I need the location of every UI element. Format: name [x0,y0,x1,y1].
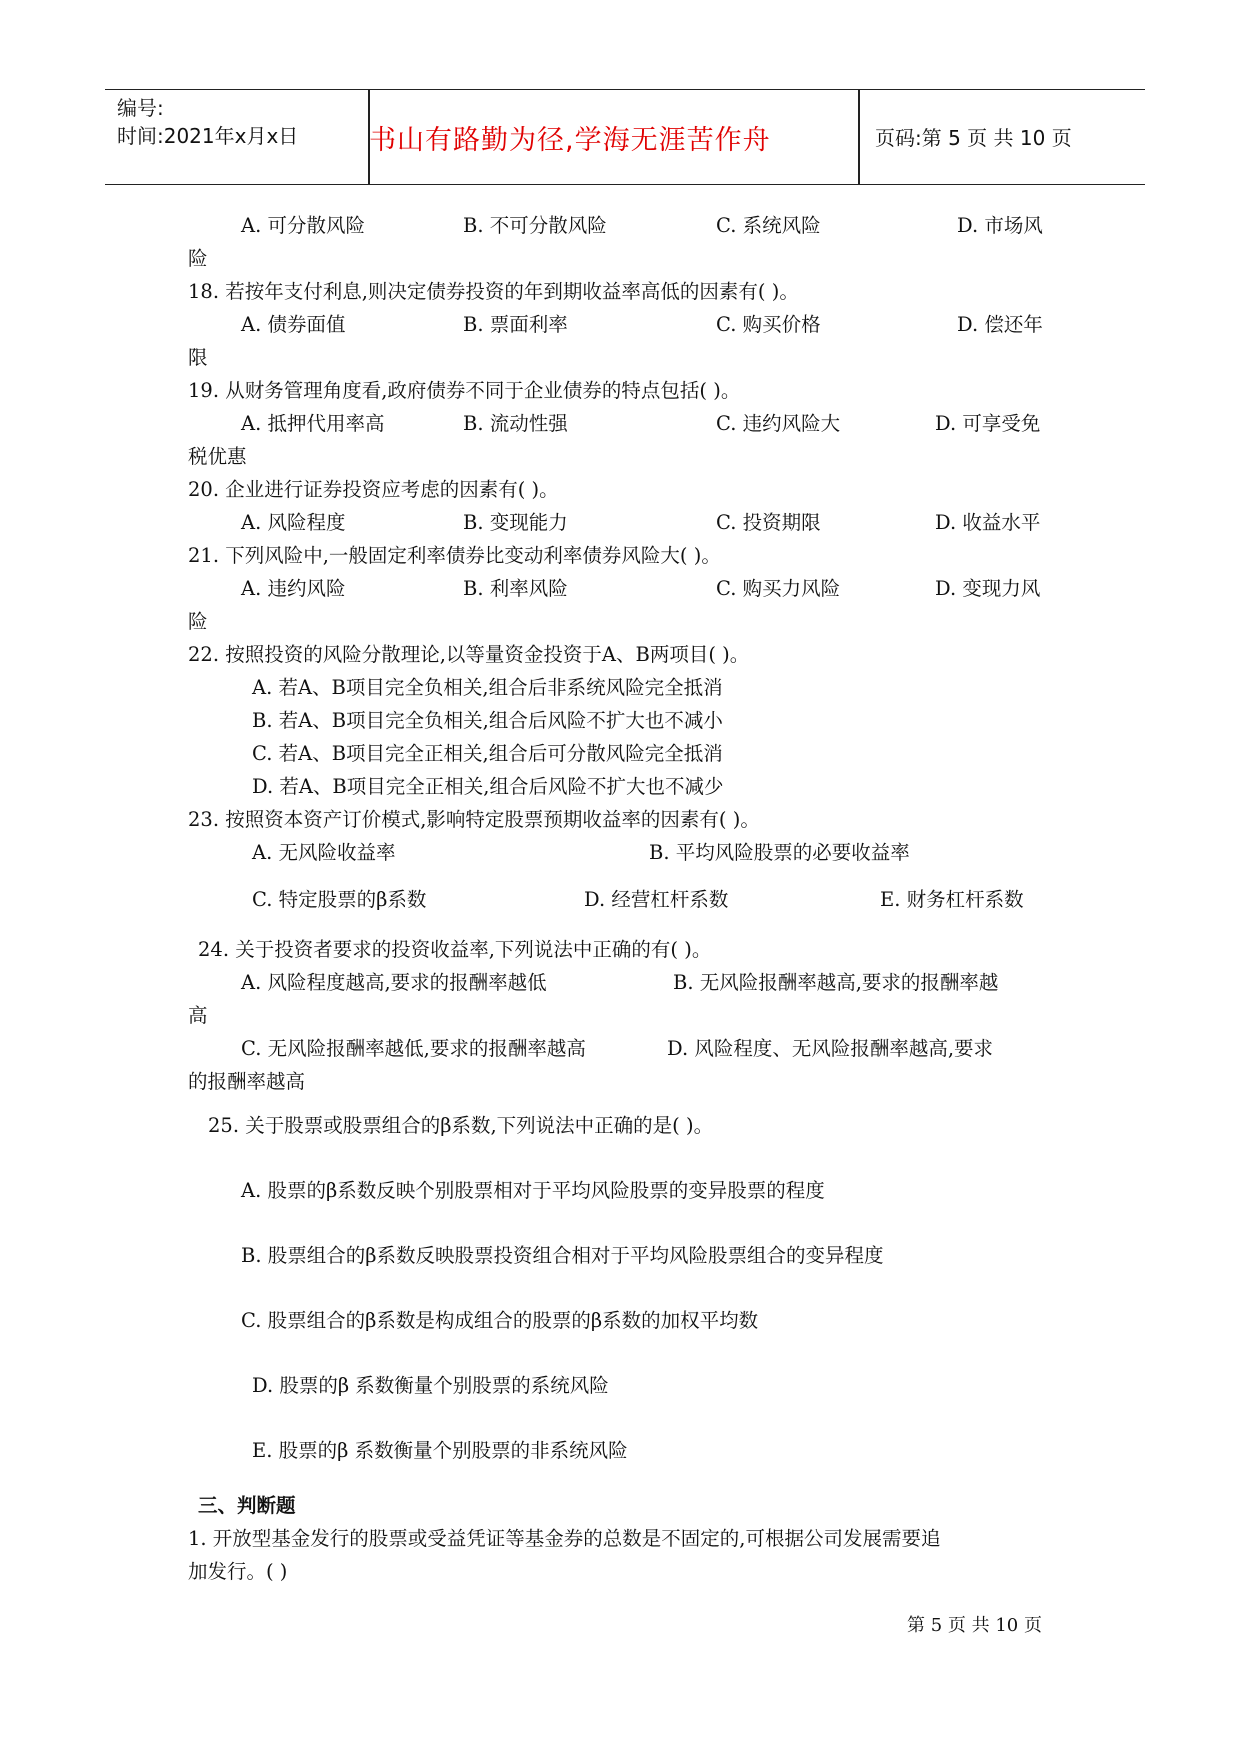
header-page-number: 页码:第 5 页 共 10 页 [875,126,1072,150]
option-17d-cont: 险 [188,247,208,270]
option-17c: C. 系统风险 [716,214,821,237]
option-25d: D. 股票的β 系数衡量个别股票的系统风险 [252,1374,609,1397]
option-24b: B. 无风险报酬率越高,要求的报酬率越 [673,971,999,994]
option-25e: E. 股票的β 系数衡量个别股票的非系统风险 [252,1439,628,1462]
page-footer: 第 5 页 共 10 页 [907,1615,1042,1636]
header-divider [858,90,860,184]
option-24b-cont: 高 [188,1004,208,1027]
option-25b: B. 股票组合的β系数反映股票投资组合相对于平均风险股票组合的变异程度 [241,1244,884,1267]
question-18: 18. 若按年支付利息,则决定债券投资的年到期收益率高低的因素有( )。 [188,280,799,303]
option-23d: D. 经营杠杆系数 [584,888,729,911]
option-18c: C. 购买价格 [716,313,821,336]
page-header [105,89,1145,185]
question-25: 25. 关于股票或股票组合的β系数,下列说法中正确的是( )。 [208,1114,714,1137]
option-22b: B. 若A、B项目完全负相关,组合后风险不扩大也不减小 [252,709,723,732]
question-21: 21. 下列风险中,一般固定利率债券比变动利率债券风险大( )。 [188,544,721,567]
question-22: 22. 按照投资的风险分散理论,以等量资金投资于A、B两项目( )。 [188,643,750,666]
option-19c: C. 违约风险大 [716,412,841,435]
option-18d: D. 偿还年 [957,313,1043,336]
option-18b: B. 票面利率 [463,313,568,336]
option-17a: A. 可分散风险 [241,214,365,237]
judgment-question-1: 1. 开放型基金发行的股票或受益凭证等基金券的总数是不固定的,可根据公司发展需要追 [188,1527,941,1550]
option-20d: D. 收益水平 [935,511,1041,534]
serial-label: 编号: [117,96,164,120]
time-label: 时间:2021年x月x日 [117,124,299,148]
option-21b: B. 利率风险 [463,577,568,600]
question-23: 23. 按照资本资产订价模式,影响特定股票预期收益率的因素有( )。 [188,808,760,831]
option-23a: A. 无风险收益率 [252,841,396,864]
question-19: 19. 从财务管理角度看,政府债券不同于企业债券的特点包括( )。 [188,379,741,402]
option-18a: A. 债券面值 [241,313,346,336]
option-25c: C. 股票组合的β系数是构成组合的股票的β系数的加权平均数 [241,1309,759,1332]
option-20b: B. 变现能力 [463,511,568,534]
section-heading: 三、判断题 [198,1494,296,1517]
option-24d: D. 风险程度、无风险报酬率越高,要求 [667,1037,994,1060]
option-25a: A. 股票的β系数反映个别股票相对于平均风险股票的变异股票的程度 [241,1179,825,1202]
option-19d-cont: 税优惠 [188,445,247,468]
option-24a: A. 风险程度越高,要求的报酬率越低 [241,971,547,994]
option-24d-cont: 的报酬率越高 [188,1070,306,1093]
question-24: 24. 关于投资者要求的投资收益率,下列说法中正确的有( )。 [198,938,712,961]
option-23c: C. 特定股票的β系数 [252,888,427,911]
option-23b: B. 平均风险股票的必要收益率 [649,841,910,864]
option-20a: A. 风险程度 [241,511,346,534]
judgment-question-1-cont: 加发行。( ) [188,1560,288,1583]
option-19a: A. 抵押代用率高 [241,412,385,435]
option-23e: E. 财务杠杆系数 [880,888,1024,911]
option-17b: B. 不可分散风险 [463,214,607,237]
option-21d-cont: 险 [188,610,208,633]
option-19d: D. 可享受免 [935,412,1041,435]
option-21d: D. 变现力风 [935,577,1041,600]
option-21c: C. 购买力风险 [716,577,841,600]
question-20: 20. 企业进行证券投资应考虑的因素有( )。 [188,478,559,501]
option-19b: B. 流动性强 [463,412,568,435]
option-22a: A. 若A、B项目完全负相关,组合后非系统风险完全抵消 [252,676,723,699]
option-24c: C. 无风险报酬率越低,要求的报酬率越高 [241,1037,586,1060]
option-18d-cont: 限 [188,346,208,369]
header-meta [117,94,367,150]
option-17d: D. 市场风 [957,214,1043,237]
option-21a: A. 违约风险 [241,577,346,600]
option-20c: C. 投资期限 [716,511,821,534]
option-22d: D. 若A、B项目完全正相关,组合后风险不扩大也不减少 [252,775,724,798]
option-22c: C. 若A、B项目完全正相关,组合后可分散风险完全抵消 [252,742,723,765]
header-motto: 书山有路勤为径,学海无涯苦作舟 [369,125,771,156]
